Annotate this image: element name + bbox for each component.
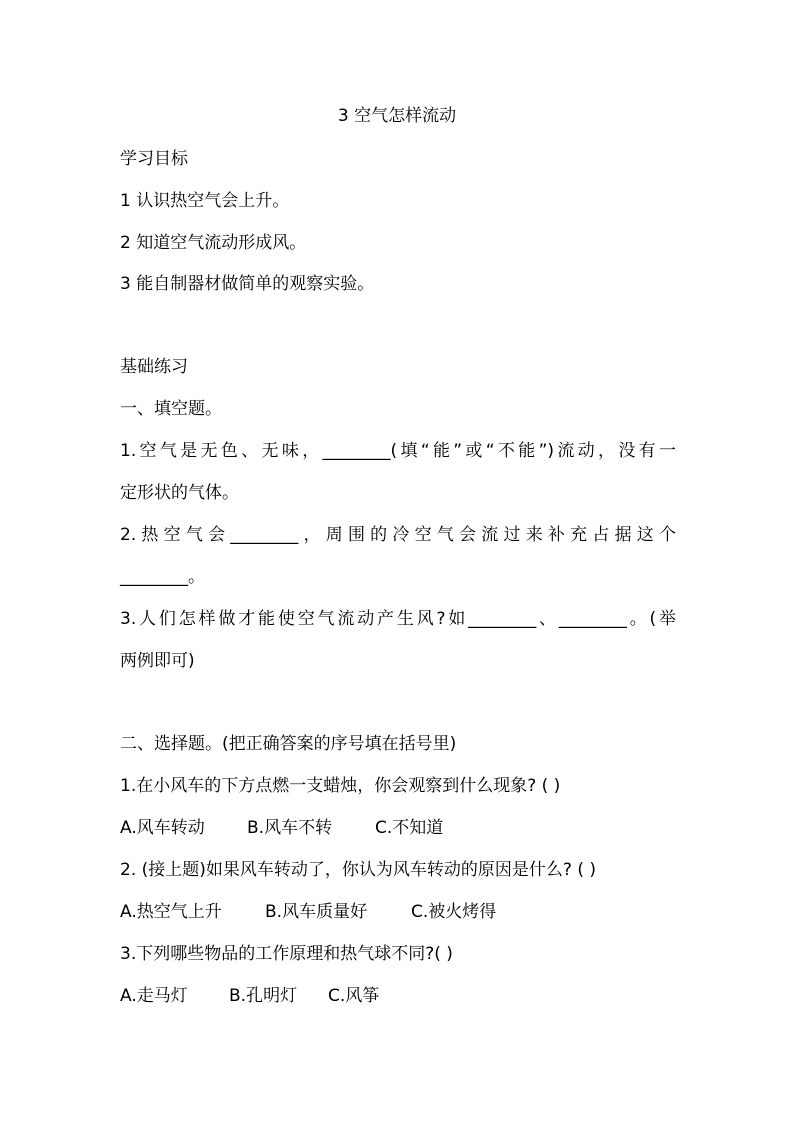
choice-question-1: 1.在小风车的下方点燃一支蜡烛，你会观察到什么现象? ( ) bbox=[120, 776, 561, 796]
choice-question-2: 2. (接上题)如果风车转动了，你认为风车转动的原因是什么? ( ) bbox=[120, 860, 596, 880]
option-a: A.热空气上升 bbox=[120, 902, 222, 922]
page-title: 3 空气怎样流动 bbox=[337, 106, 457, 126]
fill-blank-question-2: 2.热空气会________，周围的冷空气会流过来补充占据这个 bbox=[120, 525, 676, 545]
objective-item: 1 认识热空气会上升。 bbox=[120, 191, 290, 211]
choice-question-3: 3.下列哪些物品的工作原理和热气球不同?( ) bbox=[120, 944, 453, 964]
objectives-heading: 学习目标 bbox=[120, 149, 188, 169]
option-a: A.走马灯 bbox=[120, 986, 188, 1006]
option-c: C.被火烤得 bbox=[411, 902, 497, 922]
fill-blank-question-2-cont: ________。 bbox=[120, 567, 205, 587]
fill-blank-heading: 一、填空题。 bbox=[120, 399, 222, 419]
fill-blank-question-1-cont: 定形状的气体。 bbox=[120, 483, 239, 503]
choice-options-3 bbox=[120, 984, 676, 1008]
objective-item: 3 能自制器材做简单的观察实验。 bbox=[120, 274, 375, 294]
practice-heading: 基础练习 bbox=[120, 357, 188, 377]
choice-options-2 bbox=[120, 900, 676, 924]
fill-blank-question-3-cont: 两例即可) bbox=[120, 651, 195, 671]
fill-blank-question-3: 3.人们怎样做才能使空气流动产生风?如________、________。(举 bbox=[120, 609, 676, 629]
option-b: B.孔明灯 bbox=[229, 986, 298, 1006]
fill-blank-question-1: 1.空气是无色、无味，________(填“能”或“不能”)流动，没有一 bbox=[120, 441, 676, 461]
choice-options-1 bbox=[120, 816, 676, 840]
option-b: B.风车质量好 bbox=[265, 902, 368, 922]
objective-item: 2 知道空气流动形成风。 bbox=[120, 233, 307, 253]
option-c: C.不知道 bbox=[375, 818, 444, 838]
option-a: A.风车转动 bbox=[120, 818, 205, 838]
option-c: C.风筝 bbox=[328, 986, 380, 1006]
multiple-choice-heading: 二、选择题。(把正确答案的序号填在括号里) bbox=[120, 734, 457, 754]
option-b: B.风车不转 bbox=[247, 818, 333, 838]
